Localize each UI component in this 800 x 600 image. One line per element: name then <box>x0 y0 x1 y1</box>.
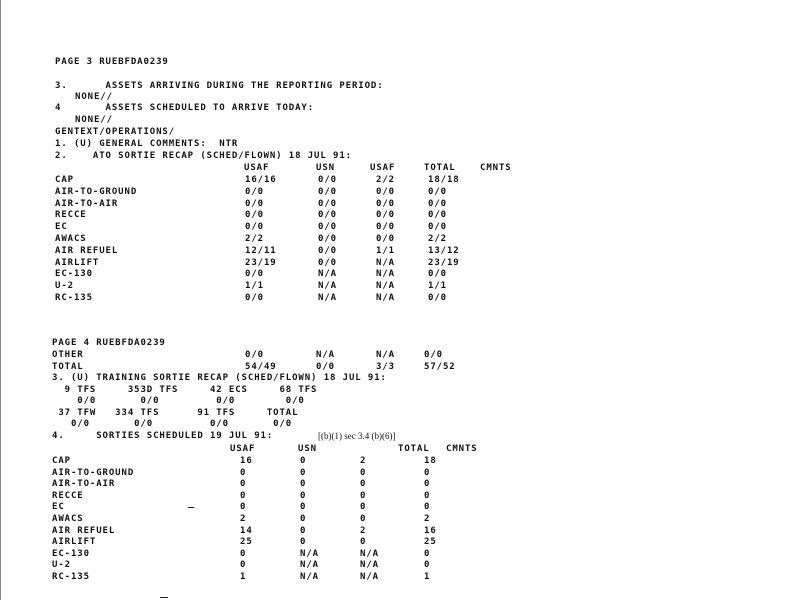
recap-title: 2. ATO SORTIE RECAP (SCHED/FLOWN) 18 JUL 91: <box>55 151 352 161</box>
cell-usn: N/A <box>300 560 319 571</box>
row-label: AIR-TO-AIR <box>52 479 116 490</box>
col-usn: USN <box>316 163 335 173</box>
cell-c3: N/A <box>360 572 379 582</box>
row-label: AIRLIFT <box>55 257 100 268</box>
cell-usaf: 1 <box>240 572 247 582</box>
row-label: U-2 <box>55 281 74 292</box>
cell-usaf: 16/16 <box>245 175 277 185</box>
row-label: RC-135 <box>55 293 93 303</box>
scan-mark <box>160 597 168 598</box>
cell-usaf: 25 <box>240 537 253 548</box>
cell-usn: N/A <box>318 281 337 292</box>
cell-usn: N/A <box>318 269 337 280</box>
cell-total: 0 <box>424 502 431 513</box>
cell-usaf: 0 <box>240 548 247 559</box>
training-values-2: 0/0 0/0 0/0 0/0 <box>52 419 293 429</box>
cell-usn: 0/0 <box>316 361 335 372</box>
cell-usaf: 16 <box>240 456 253 466</box>
cell-total: 0/0 <box>428 293 447 303</box>
item3-value: NONE// <box>75 92 113 102</box>
row-label: AIR REFUEL <box>55 245 119 256</box>
cell-total: 0/0 <box>428 198 447 209</box>
sched-col-usaf: USAF <box>230 444 256 454</box>
row-label: EC <box>52 502 65 513</box>
row-label: AWACS <box>55 234 87 244</box>
page3-header: PAGE 3 RUEBFDA0239 <box>55 57 169 67</box>
cell-total: 25 <box>424 537 437 548</box>
cell-usn: 0 <box>300 467 307 478</box>
cell-total: 18 <box>424 456 437 466</box>
cell-total: 2/2 <box>428 234 447 244</box>
cell-usaf: 0/0 <box>245 210 264 221</box>
cell-c3: 0 <box>360 479 367 490</box>
cell-c3: 0 <box>360 502 367 513</box>
cell-usn: 0/0 <box>318 186 337 197</box>
cell-c3: N/A <box>360 548 379 559</box>
sched-col-total: TOTAL <box>398 444 430 454</box>
cell-usn: 0 <box>300 490 307 501</box>
row-label: U-2 <box>52 560 71 571</box>
cell-usn: 0/0 <box>318 257 337 268</box>
cell-usn: 0/0 <box>318 234 337 244</box>
row-label: CAP <box>52 456 71 466</box>
cell-usaf: 0/0 <box>245 350 264 360</box>
scan-mark <box>188 507 194 508</box>
cell-c3: 0 <box>360 514 367 524</box>
cell-total: 0 <box>424 560 431 571</box>
cell-usaf: 0 <box>240 560 247 571</box>
cell-usaf: 0 <box>240 479 247 490</box>
cell-usaf2: 3/3 <box>376 361 395 372</box>
row-label: TOTAL <box>52 361 84 372</box>
cell-usaf2: 0/0 <box>376 198 395 209</box>
sched-col-usn: USN <box>298 444 317 454</box>
row-label: AIR-TO-AIR <box>55 198 119 209</box>
cell-usaf2: 2/2 <box>376 175 395 185</box>
cell-c3: 0 <box>360 490 367 501</box>
cell-c3: 0 <box>360 537 367 548</box>
cell-usaf: 0 <box>240 467 247 478</box>
cell-usn: N/A <box>300 548 319 559</box>
cell-c3: 2 <box>360 456 367 466</box>
training-units-1: 9 TFS 353D TFS 42 ECS 68 TFS <box>52 385 318 395</box>
col-usaf2: USAF <box>370 163 396 173</box>
cell-usaf: 12/11 <box>245 245 277 256</box>
cell-total: 0/0 <box>428 269 447 280</box>
cell-usaf: 23/19 <box>245 257 277 268</box>
cell-usn: N/A <box>318 293 337 303</box>
cell-usaf: 0/0 <box>245 198 264 209</box>
sched-col-cmnts: CMNTS <box>446 444 478 454</box>
redaction-note: [(b)(1) sec 3.4 (b)(6)] <box>318 431 396 441</box>
cell-usaf2: N/A <box>376 281 395 292</box>
row-label: RECCE <box>52 490 84 501</box>
cell-total: 18/18 <box>428 175 460 185</box>
row-label: AWACS <box>52 514 84 524</box>
cell-total: 13/12 <box>428 245 460 256</box>
row-label: CAP <box>55 175 74 185</box>
cell-total: 2 <box>424 514 431 524</box>
cell-usn: 0 <box>300 502 307 513</box>
row-label: EC <box>55 222 68 233</box>
cell-total: 0 <box>424 479 431 490</box>
cell-total: 0 <box>424 467 431 478</box>
row-label: RECCE <box>55 210 87 221</box>
cell-usaf: 0/0 <box>245 293 264 303</box>
cell-usaf2: N/A <box>376 350 395 360</box>
cell-usn: N/A <box>316 350 335 360</box>
cell-total: 0 <box>424 548 431 559</box>
cell-usaf2: 0/0 <box>376 186 395 197</box>
cell-total: 57/52 <box>424 361 456 372</box>
cell-usaf: 2 <box>240 514 247 524</box>
cell-usaf: 0/0 <box>245 269 264 280</box>
item4-value: NONE// <box>75 115 113 125</box>
cell-usaf2: 0/0 <box>376 222 395 233</box>
cell-usaf2: 1/1 <box>376 245 395 256</box>
cell-total: 0/0 <box>424 350 443 360</box>
scan-edge <box>0 0 1 600</box>
row-label: AIRLIFT <box>52 537 97 548</box>
cell-total: 0/0 <box>428 222 447 233</box>
cell-usaf: 54/49 <box>245 361 277 372</box>
cell-total: 0/0 <box>428 186 447 197</box>
cell-c3: N/A <box>360 560 379 571</box>
cell-usn: 0 <box>300 479 307 490</box>
cell-usn: 0/0 <box>318 222 337 233</box>
cell-total: 23/19 <box>428 257 460 268</box>
cell-usaf: 0 <box>240 502 247 513</box>
training-values-1: 0/0 0/0 0/0 0/0 <box>52 396 305 406</box>
section-heading: GENTEXT/OPERATIONS/ <box>55 127 176 137</box>
cell-c3: 0 <box>360 467 367 478</box>
cell-usaf2: N/A <box>376 293 395 303</box>
cell-usaf2: N/A <box>376 269 395 280</box>
row-label: AIR REFUEL <box>52 525 116 536</box>
cell-usn: 0 <box>300 537 307 548</box>
cell-total: 16 <box>424 525 437 536</box>
cell-usaf: 2/2 <box>245 234 264 244</box>
cell-usn: 0/0 <box>318 175 337 185</box>
sched-title: 4. SORTIES SCHEDULED 19 JUL 91: <box>52 431 274 441</box>
cell-usaf: 14 <box>240 525 253 536</box>
row-label: AIR-TO-GROUND <box>52 467 135 478</box>
cell-usaf: 0/0 <box>245 186 264 197</box>
item4-title: 4 ASSETS SCHEDULED TO ARRIVE TODAY: <box>55 103 315 113</box>
cell-total: 0 <box>424 490 431 501</box>
cell-total: 1 <box>424 572 431 582</box>
row-label: OTHER <box>52 350 84 360</box>
training-title: 3. (U) TRAINING SORTIE RECAP (SCHED/FLOWN) 18 JUL 91: <box>52 373 387 383</box>
training-units-2: 37 TFW 334 TFS 91 TFS TOTAL <box>52 408 299 418</box>
cell-usn: 0/0 <box>318 198 337 209</box>
cell-usaf2: 0/0 <box>376 210 395 221</box>
item3-title: 3. ASSETS ARRIVING DURING THE REPORTING PERIOD: <box>55 81 384 91</box>
col-total: TOTAL <box>424 163 456 173</box>
row-label: EC-130 <box>52 548 90 559</box>
col-cmnts: CMNTS <box>480 163 512 173</box>
cell-usn: 0 <box>300 514 307 524</box>
cell-usaf: 1/1 <box>245 281 264 292</box>
page4-header: PAGE 4 RUEBFDA0239 <box>52 338 166 348</box>
cell-usaf: 0/0 <box>245 222 264 233</box>
cell-total: 0/0 <box>428 210 447 221</box>
cell-c3: 2 <box>360 525 367 536</box>
cell-total: 1/1 <box>428 281 447 292</box>
row-label: RC-135 <box>52 572 90 582</box>
cell-usn: 0/0 <box>318 210 337 221</box>
cell-usn: 0 <box>300 456 307 466</box>
col-usaf: USAF <box>244 163 270 173</box>
row-label: AIR-TO-GROUND <box>55 186 138 197</box>
cell-usaf: 0 <box>240 490 247 501</box>
cell-usn: 0/0 <box>318 245 337 256</box>
row-label: EC-130 <box>55 269 93 280</box>
cell-usn: N/A <box>300 572 319 582</box>
general-comments: 1. (U) GENERAL COMMENTS: NTR <box>55 139 239 149</box>
cell-usaf2: 0/0 <box>376 234 395 244</box>
cell-usaf2: N/A <box>376 257 395 268</box>
cell-usn: 0 <box>300 525 307 536</box>
